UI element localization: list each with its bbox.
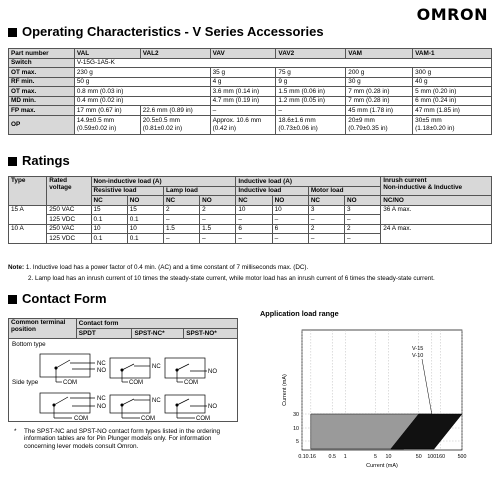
op-cell: 20±9 mm (0.79±0.35 in) xyxy=(346,115,413,134)
com-label: COM xyxy=(196,416,210,422)
type-cell: 10 A xyxy=(9,224,47,243)
table-cell: 125 VDC xyxy=(47,215,91,225)
table-cell: 9 g xyxy=(276,77,346,87)
nc-header: NC xyxy=(236,196,272,206)
lamp-header: Lamp load xyxy=(163,186,235,196)
com-label: COM xyxy=(184,380,198,386)
no-header: NO xyxy=(200,196,236,206)
side-spdt-diagram xyxy=(40,393,95,418)
x-tick-label: 10 xyxy=(385,454,392,460)
side-type-label: Side type xyxy=(12,379,39,386)
no-header: NO xyxy=(345,196,381,206)
table-cell: – xyxy=(272,234,308,244)
switch-value: V-15G-1A5-K xyxy=(74,58,491,68)
voltage-header: Rated voltage xyxy=(47,177,91,206)
nc-label: NC xyxy=(97,396,106,402)
note-label: Note: xyxy=(8,264,25,271)
nc-label: NC xyxy=(152,398,161,404)
table-cell: 2 xyxy=(345,224,381,234)
com-label: COM xyxy=(141,416,155,422)
series-label-v10: V-10 xyxy=(412,353,424,359)
header-cell: Part number xyxy=(9,49,75,59)
header-cell: VAV2 xyxy=(276,49,346,59)
contact-footnote xyxy=(8,428,238,450)
row-label: FP max. xyxy=(9,106,75,116)
bottom-spst-nc-diagram xyxy=(110,358,150,382)
table-cell: 250 VAC xyxy=(47,205,91,215)
table-cell: 250 VAC xyxy=(47,224,91,234)
table-cell: 7 mm (0.28 in) xyxy=(346,87,413,97)
no-label: NO xyxy=(97,368,106,374)
row-label: OT max. xyxy=(9,87,75,97)
com-label: COM xyxy=(74,416,88,422)
table-cell: 230 g xyxy=(74,68,210,78)
op-cell: 30±5 mm (1.18±0.20 in) xyxy=(413,115,492,134)
table-cell: 75 g xyxy=(276,68,346,78)
table-cell: – xyxy=(272,215,308,225)
note-1: 1. Inductive load has a power factor of 0.4 min. (AC) and a time constant of 7 milliseconds max. (DC). xyxy=(25,264,309,271)
type-header: Type xyxy=(9,177,47,206)
inductive-sub-header: Inductive load xyxy=(236,186,308,196)
table-cell: 200 g xyxy=(346,68,413,78)
x-tick-label: 1 xyxy=(343,454,347,460)
x-axis-label: Current (mA) xyxy=(366,463,398,469)
y-axis-label: Current (mA) xyxy=(282,374,288,406)
table-cell: – xyxy=(163,215,199,225)
x-tick-label: 50 xyxy=(415,454,422,460)
table-cell: 10 xyxy=(91,224,127,234)
table-cell: 300 g xyxy=(413,68,492,78)
nc-label: NC xyxy=(97,361,106,367)
x-tick-label: 160 xyxy=(436,454,446,460)
table-cell: 125 VDC xyxy=(47,234,91,244)
note-2: 2. Lamp load has an inrush current of 10 times the steady-state current, while motor load has an inrush current of 6 times the steady-state current. xyxy=(28,275,435,283)
x-tick-label: 0.1 xyxy=(298,454,306,460)
bottom-spst-no-diagram xyxy=(165,358,207,382)
table-cell: – xyxy=(236,215,272,225)
table-cell: 3 xyxy=(308,205,344,215)
inrush-cell: 24 A max. xyxy=(381,224,492,243)
spst-no-header: SPST-NO* xyxy=(184,329,238,339)
table-cell: 4 g xyxy=(210,77,276,87)
series-leader-v15 xyxy=(422,359,432,414)
contact-form-header: Contact form xyxy=(76,319,237,329)
table-cell: 0.1 xyxy=(127,215,163,225)
no-header: NO xyxy=(272,196,308,206)
table-cell: 45 mm (1.78 in) xyxy=(346,106,413,116)
table-cell: 0.8 mm (0.03 in) xyxy=(74,87,210,97)
table-cell: 10 xyxy=(127,224,163,234)
x-tick-label: 0.16 xyxy=(305,454,316,460)
x-tick-label: 5 xyxy=(374,454,377,460)
y-tick-label: 10 xyxy=(293,426,299,432)
table-cell: 7 mm (0.28 in) xyxy=(346,96,413,106)
table-cell: 15 xyxy=(127,205,163,215)
op-cell: 14.9±0.5 mm (0.59±0.02 in) xyxy=(74,115,140,134)
header-cell: VAV xyxy=(210,49,276,59)
side-spst-nc-diagram xyxy=(110,395,150,418)
table-cell: 1.5 xyxy=(200,224,236,234)
table-cell: 30 g xyxy=(346,77,413,87)
chart-title: Application load range xyxy=(260,309,339,318)
op-cell: Approx. 10.6 mm (0.42 in) xyxy=(210,115,276,134)
table-cell: 6 mm (0.24 in) xyxy=(413,96,492,106)
inductive-header: Inductive load (A) xyxy=(236,177,381,187)
table-cell: – xyxy=(276,106,346,116)
x-tick-label: 500 xyxy=(457,454,467,460)
table-cell: 0.1 xyxy=(91,234,127,244)
x-tick-label: 0.5 xyxy=(328,454,336,460)
y-tick-label: 5 xyxy=(296,439,299,445)
row-label: OP xyxy=(9,115,75,134)
op-cell: 18.6±1.6 mm (0.73±0.06 in) xyxy=(276,115,346,134)
header-cell: VAL2 xyxy=(140,49,210,59)
row-label: MD min. xyxy=(9,96,75,106)
com-label: COM xyxy=(63,380,77,386)
table-cell: 10 xyxy=(272,205,308,215)
table-cell: – xyxy=(210,106,276,116)
y-tick-label: 30 xyxy=(293,412,299,418)
section-title: Ratings xyxy=(22,153,70,168)
table-cell: – xyxy=(308,234,344,244)
table-cell: – xyxy=(308,215,344,225)
table-cell: 6 xyxy=(236,224,272,234)
table-cell: 2 xyxy=(163,205,199,215)
com-label: COM xyxy=(129,380,143,386)
no-header: NO xyxy=(127,196,163,206)
table-cell: 2 xyxy=(308,224,344,234)
table-cell: 3.6 mm (0.14 in) xyxy=(210,87,276,97)
no-label: NO xyxy=(208,404,217,410)
resistive-header: Resistive load xyxy=(91,186,163,196)
table-cell: 5 mm (0.20 in) xyxy=(413,87,492,97)
nc-header: NC xyxy=(91,196,127,206)
row-label: RF min. xyxy=(9,77,75,87)
bottom-spdt-diagram xyxy=(40,354,95,382)
spdt-header: SPDT xyxy=(76,329,132,339)
table-cell: 0.1 xyxy=(127,234,163,244)
section-title: Contact Form xyxy=(22,291,107,306)
table-cell: 6 xyxy=(272,224,308,234)
footnote-text: The SPST-NC and SPST-NO contact form types listed in the ordering information tables are for Pin Plunger models only. For information concerning lever models consult Omron. xyxy=(24,428,221,450)
side-spst-no-diagram xyxy=(165,395,207,418)
table-cell: 50 g xyxy=(74,77,210,87)
table-cell: 40 g xyxy=(413,77,492,87)
no-label: NO xyxy=(208,369,217,375)
header-cell: VAM xyxy=(346,49,413,59)
table-cell: 3 xyxy=(345,205,381,215)
spst-nc-header: SPST-NC* xyxy=(132,329,184,339)
footnote-star: * xyxy=(14,428,17,435)
row-label: Switch xyxy=(9,58,75,68)
header-cell: VAM-1 xyxy=(413,49,492,59)
table-cell: 2 xyxy=(200,205,236,215)
table-cell: 17 mm (0.67 in) xyxy=(74,106,140,116)
table-cell: 4.7 mm (0.19 in) xyxy=(210,96,276,106)
nc-header: NC xyxy=(308,196,344,206)
table-cell: 10 xyxy=(236,205,272,215)
type-cell: 15 A xyxy=(9,205,47,224)
table-cell: 1.2 mm (0.05 in) xyxy=(276,96,346,106)
table-cell: – xyxy=(345,215,381,225)
motor-header: Motor load xyxy=(308,186,380,196)
table-cell: 1.5 mm (0.06 in) xyxy=(276,87,346,97)
nc-label: NC xyxy=(152,364,161,370)
op-cell: 20.5±0.5 mm (0.81±0.02 in) xyxy=(140,115,210,134)
table-cell: 0.1 xyxy=(91,215,127,225)
nc-header: NC xyxy=(163,196,199,206)
no-label: NO xyxy=(97,404,106,410)
table-cell: – xyxy=(345,234,381,244)
section-title: Operating Characteristics - V Series Accessories xyxy=(22,24,324,39)
table-cell: 22.6 mm (0.89 in) xyxy=(140,106,210,116)
inrush-header: Inrush current Non-inductive & Inductive xyxy=(381,177,492,196)
series-label-v15: V-15 xyxy=(412,346,424,352)
table-cell: 0.4 mm (0.02 in) xyxy=(74,96,210,106)
table-cell: – xyxy=(200,215,236,225)
inrush-cell: 36 A max. xyxy=(381,205,492,224)
bottom-type-label: Bottom type xyxy=(12,341,46,348)
table-cell: – xyxy=(163,234,199,244)
table-cell: – xyxy=(200,234,236,244)
table-cell: 47 mm (1.85 in) xyxy=(413,106,492,116)
row-label: OT max. xyxy=(9,68,75,78)
ncno-header: NC/NO xyxy=(381,196,492,206)
common-terminal-header: Common terminal position xyxy=(9,319,77,339)
table-cell: 15 xyxy=(91,205,127,215)
noninductive-header: Non-inductive load (A) xyxy=(91,177,236,187)
omron-logo: OMRON xyxy=(416,5,488,24)
application-load-chart xyxy=(282,330,466,469)
table-cell: 35 g xyxy=(210,68,276,78)
x-tick-label: 100 xyxy=(427,454,437,460)
table-cell: – xyxy=(236,234,272,244)
table-cell: 1.5 xyxy=(163,224,199,234)
header-cell: VAL xyxy=(74,49,140,59)
